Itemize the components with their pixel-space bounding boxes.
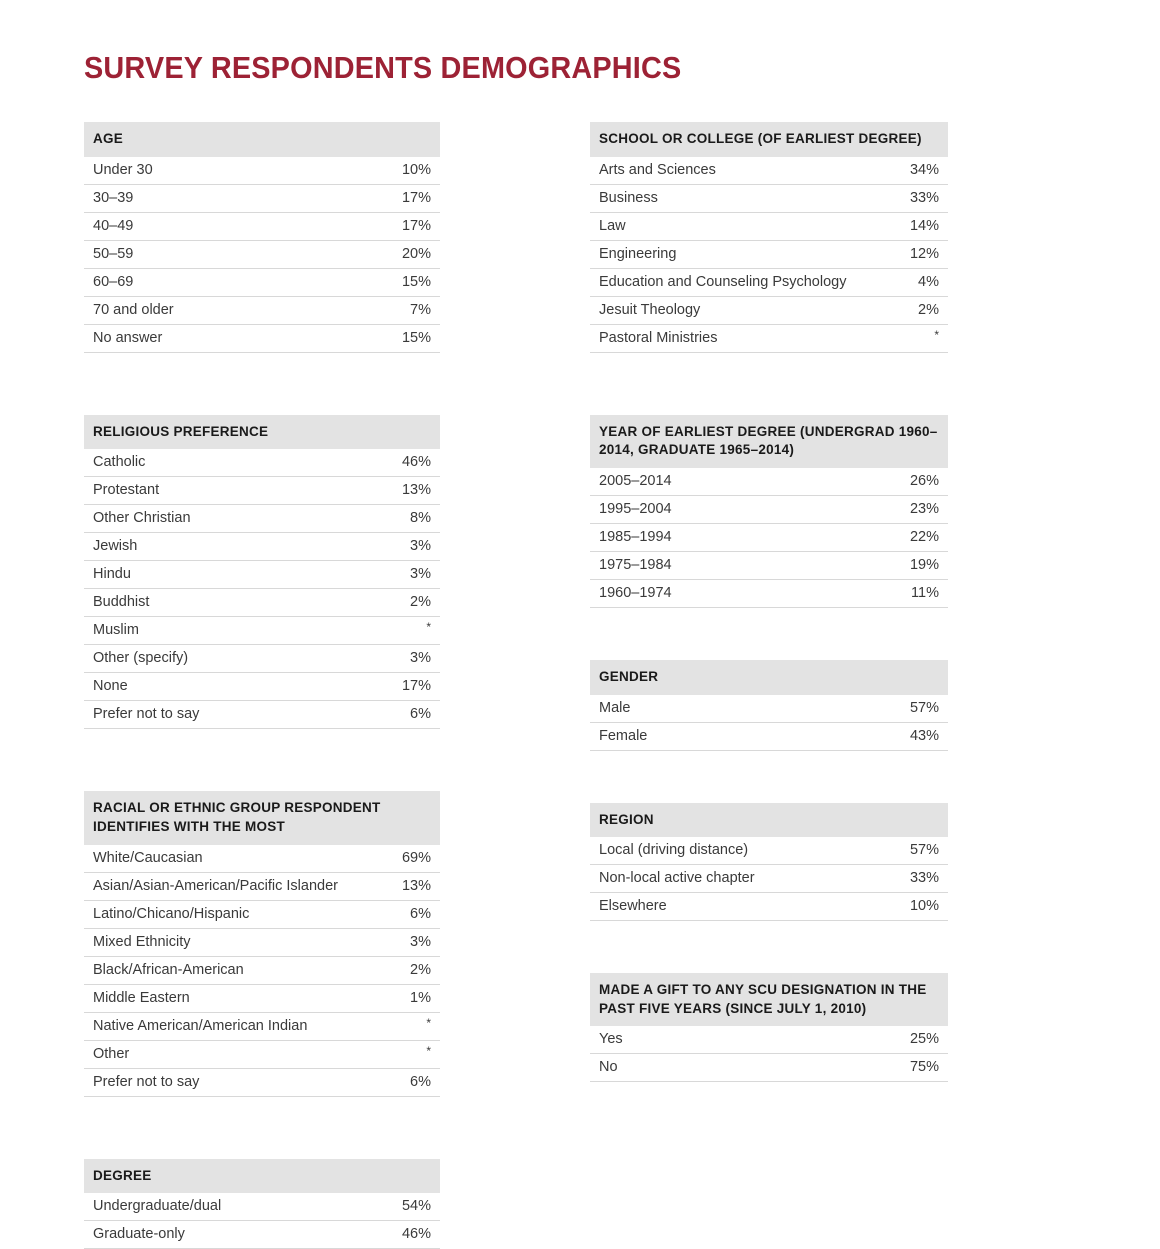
row-value: 6% (394, 906, 431, 922)
row-value: 57% (894, 842, 939, 858)
row-value: 2% (902, 302, 939, 318)
row-value: 1% (394, 990, 431, 1006)
table-row (590, 837, 948, 865)
row-label: 40–49 (93, 218, 386, 234)
row-label: None (93, 678, 386, 694)
table-row (84, 505, 440, 533)
row-value: 25% (894, 1031, 939, 1047)
table-gap (590, 921, 948, 973)
row-value: 57% (894, 700, 939, 716)
row-label: 70 and older (93, 302, 394, 318)
table-row (84, 213, 440, 241)
row-label: Middle Eastern (93, 990, 394, 1006)
table-row (84, 185, 440, 213)
row-value: 3% (394, 538, 431, 554)
table-row (590, 1054, 948, 1082)
table-gap (84, 729, 440, 791)
table-header: YEAR OF EARLIEST DEGREE (UNDERGRAD 1960–2014, GRADUATE 1965–2014) (590, 415, 948, 468)
row-value: 15% (386, 274, 431, 290)
row-label: Undergraduate/dual (93, 1198, 386, 1214)
table-row (590, 496, 948, 524)
row-label: 1975–1984 (599, 557, 894, 573)
row-label: 1985–1994 (599, 529, 894, 545)
table-row (84, 157, 440, 185)
table-row (84, 477, 440, 505)
row-label: Under 30 (93, 162, 386, 178)
table-rows (590, 468, 948, 608)
row-label: Other Christian (93, 510, 394, 526)
table-row (84, 845, 440, 873)
row-label: Other (93, 1046, 410, 1062)
table-row (590, 241, 948, 269)
table-row (84, 929, 440, 957)
row-label: Hindu (93, 566, 394, 582)
table-row (590, 893, 948, 921)
stat-table-school-or-college-of-earliest-degree (590, 122, 948, 353)
table-row (590, 695, 948, 723)
stat-table-racial-or-ethnic-group-respondent-identifies-wit (84, 791, 440, 1096)
row-label: Black/African-American (93, 962, 394, 978)
stat-table-degree (84, 1159, 440, 1249)
row-value: 7% (394, 302, 431, 318)
row-label: Pastoral Ministries (599, 330, 918, 346)
row-label: Graduate-only (93, 1226, 386, 1242)
table-row (84, 1221, 440, 1249)
table-gap (84, 1097, 440, 1159)
table-rows (84, 157, 440, 353)
row-label: 1960–1974 (599, 585, 895, 601)
stat-table-religious-preference (84, 415, 440, 730)
row-value: 19% (894, 557, 939, 573)
table-header: DEGREE (84, 1159, 440, 1194)
table-rows (590, 157, 948, 353)
row-label: Law (599, 218, 894, 234)
table-row (84, 449, 440, 477)
row-label: Female (599, 728, 894, 744)
table-header: SCHOOL OR COLLEGE (OF EARLIEST DEGREE) (590, 122, 948, 157)
table-row (84, 533, 440, 561)
table-rows (590, 1026, 948, 1082)
row-value: 6% (394, 706, 431, 722)
table-row (84, 901, 440, 929)
row-value: 17% (386, 218, 431, 234)
table-row (84, 673, 440, 701)
table-row (590, 552, 948, 580)
row-label: Muslim (93, 622, 410, 638)
stat-table-year-of-earliest-degree-undergrad-1960-2014-grad (590, 415, 948, 608)
table-row (84, 589, 440, 617)
row-label: Local (driving distance) (599, 842, 894, 858)
table-row (84, 561, 440, 589)
row-value: 20% (386, 246, 431, 262)
table-row (590, 185, 948, 213)
table-rows (84, 1193, 440, 1249)
row-label: Jesuit Theology (599, 302, 902, 318)
row-label: Asian/Asian-American/Pacific Islander (93, 878, 386, 894)
row-label: No answer (93, 330, 386, 346)
row-value: 6% (394, 1074, 431, 1090)
table-row (84, 269, 440, 297)
stat-table-gender (590, 660, 948, 751)
row-value: 11% (895, 585, 939, 601)
row-value: 13% (386, 482, 431, 498)
row-label: Non-local active chapter (599, 870, 894, 886)
page-title: SURVEY RESPONDENTS DEMOGRAPHICS (84, 50, 681, 86)
table-row (84, 873, 440, 901)
row-value: 75% (894, 1059, 939, 1075)
table-gap (590, 353, 948, 415)
row-value: * (918, 329, 939, 341)
table-row (84, 985, 440, 1013)
row-value: 54% (386, 1198, 431, 1214)
row-value: 3% (394, 566, 431, 582)
row-value: 33% (894, 190, 939, 206)
table-header: REGION (590, 803, 948, 838)
table-rows (84, 449, 440, 729)
table-rows (590, 837, 948, 921)
table-row (84, 1041, 440, 1069)
row-value: 17% (386, 678, 431, 694)
row-value: 14% (894, 218, 939, 234)
row-label: 2005–2014 (599, 473, 894, 489)
left-column (84, 122, 440, 1249)
row-value: 69% (386, 850, 431, 866)
row-label: No (599, 1059, 894, 1075)
row-value: 10% (894, 898, 939, 914)
row-value: 3% (394, 650, 431, 666)
table-row (590, 297, 948, 325)
table-row (84, 297, 440, 325)
table-header: AGE (84, 122, 440, 157)
table-row (84, 1013, 440, 1041)
row-label: Arts and Sciences (599, 162, 894, 178)
table-row (590, 325, 948, 353)
row-label: Other (specify) (93, 650, 394, 666)
row-value: 2% (394, 594, 431, 610)
row-value: 23% (894, 501, 939, 517)
table-header: GENDER (590, 660, 948, 695)
row-value: 8% (394, 510, 431, 526)
row-value: 13% (386, 878, 431, 894)
stat-table-made-a-gift-to-any-scu-designation-in-the-past-f (590, 973, 948, 1082)
row-value: 26% (894, 473, 939, 489)
stat-table-age (84, 122, 440, 353)
table-row (84, 617, 440, 645)
row-value: 2% (394, 962, 431, 978)
table-row (590, 1026, 948, 1054)
table-row (590, 865, 948, 893)
row-label: Yes (599, 1031, 894, 1047)
row-label: Latino/Chicano/Hispanic (93, 906, 394, 922)
row-value: 22% (894, 529, 939, 545)
table-header: MADE A GIFT TO ANY SCU DESIGNATION IN THE PAST FIVE YEARS (SINCE JULY 1, 2010) (590, 973, 948, 1026)
row-value: 33% (894, 870, 939, 886)
row-label: Protestant (93, 482, 386, 498)
row-value: 46% (386, 454, 431, 470)
row-value: 15% (386, 330, 431, 346)
row-value: 46% (386, 1226, 431, 1242)
table-row (590, 157, 948, 185)
row-label: Prefer not to say (93, 706, 394, 722)
row-value: 4% (902, 274, 939, 290)
table-row (84, 1193, 440, 1221)
row-label: Native American/American Indian (93, 1018, 410, 1034)
table-header: RACIAL OR ETHNIC GROUP RESPONDENT IDENTIFIES WITH THE MOST (84, 791, 440, 844)
row-label: Catholic (93, 454, 386, 470)
table-row (84, 241, 440, 269)
table-row (590, 468, 948, 496)
stat-table-region (590, 803, 948, 922)
table-row (590, 580, 948, 608)
row-label: Buddhist (93, 594, 394, 610)
table-row (84, 325, 440, 353)
row-value: 17% (386, 190, 431, 206)
table-row (84, 957, 440, 985)
table-gap (590, 608, 948, 660)
row-label: 50–59 (93, 246, 386, 262)
table-row (590, 723, 948, 751)
row-label: 1995–2004 (599, 501, 894, 517)
row-label: Mixed Ethnicity (93, 934, 394, 950)
table-rows (590, 695, 948, 751)
table-rows (84, 845, 440, 1097)
row-value: * (410, 1045, 431, 1057)
row-label: 60–69 (93, 274, 386, 290)
table-gap (84, 353, 440, 415)
row-label: Business (599, 190, 894, 206)
row-value: 10% (386, 162, 431, 178)
row-value: 43% (894, 728, 939, 744)
row-label: Elsewhere (599, 898, 894, 914)
row-value: 34% (894, 162, 939, 178)
table-row (590, 524, 948, 552)
table-row (590, 213, 948, 241)
right-column (590, 122, 948, 1082)
table-header: RELIGIOUS PREFERENCE (84, 415, 440, 450)
row-label: White/Caucasian (93, 850, 386, 866)
row-label: Male (599, 700, 894, 716)
row-label: 30–39 (93, 190, 386, 206)
row-value: 12% (894, 246, 939, 262)
table-gap (590, 751, 948, 803)
row-label: Jewish (93, 538, 394, 554)
row-label: Engineering (599, 246, 894, 262)
row-value: 3% (394, 934, 431, 950)
table-row (84, 645, 440, 673)
table-row (84, 701, 440, 729)
row-label: Prefer not to say (93, 1074, 394, 1090)
table-row (84, 1069, 440, 1097)
row-value: * (410, 621, 431, 633)
row-label: Education and Counseling Psychology (599, 274, 902, 290)
table-row (590, 269, 948, 297)
row-value: * (410, 1017, 431, 1029)
